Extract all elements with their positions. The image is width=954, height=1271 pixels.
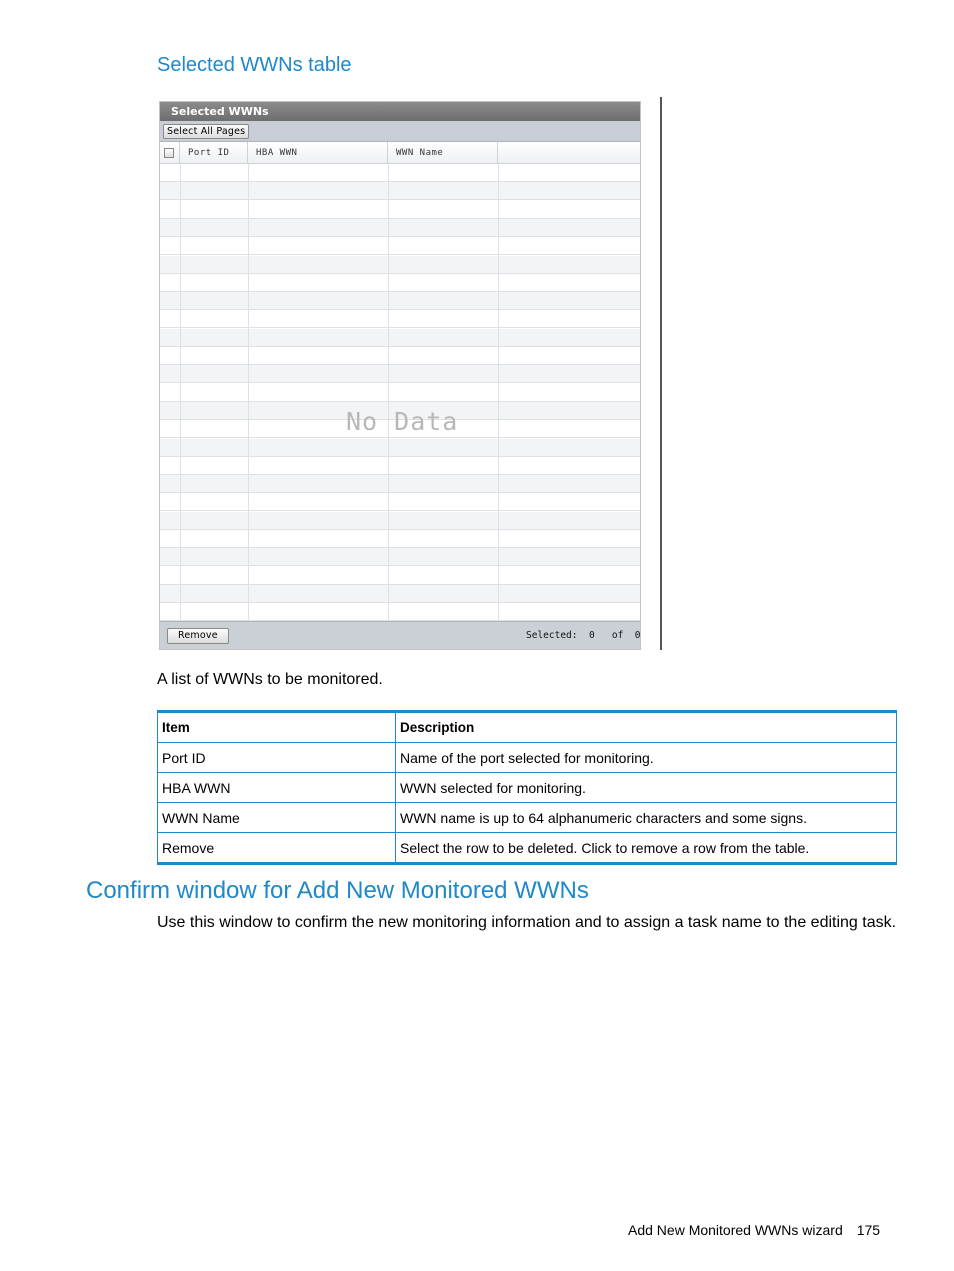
table-caption: A list of WWNs to be monitored. <box>157 671 383 688</box>
grid-row <box>160 475 640 493</box>
selection-counter <box>526 630 640 641</box>
header-item: Item <box>158 712 396 743</box>
grid-row <box>160 365 640 383</box>
grid-row <box>160 292 640 310</box>
panel-footer <box>160 621 640 649</box>
grid-divider <box>180 164 181 622</box>
grid-row <box>160 182 640 200</box>
grid-row <box>160 329 640 347</box>
remove-button[interactable]: Remove <box>167 628 229 644</box>
item-cell: WWN Name <box>158 803 396 833</box>
table-row <box>158 743 897 773</box>
column-filler <box>498 142 640 164</box>
grid-row <box>160 274 640 292</box>
section-heading: Confirm window for Add New Monitored WWNs <box>86 877 589 904</box>
no-data-message: No Data <box>346 407 459 436</box>
screenshot-edge-line <box>660 97 662 650</box>
selected-count: 0 <box>588 630 595 641</box>
header-description: Description <box>396 712 897 743</box>
panel-toolbar <box>160 121 640 142</box>
grid-divider <box>248 164 249 622</box>
page-footer <box>628 1222 880 1238</box>
section-body: Use this window to confirm the new monitoring information and to assign a task name to the editing task. <box>157 914 897 931</box>
of-label: of <box>611 630 624 641</box>
description-cell: WWN selected for monitoring. <box>396 773 897 803</box>
panel-title: Selected WWNs <box>160 102 640 121</box>
grid-divider <box>388 164 389 622</box>
table-row <box>158 803 897 833</box>
item-description-table <box>157 710 897 865</box>
wwn-grid <box>160 142 640 622</box>
grid-row <box>160 347 640 365</box>
grid-row <box>160 237 640 255</box>
grid-row <box>160 256 640 274</box>
grid-row <box>160 567 640 585</box>
grid-row <box>160 384 640 402</box>
select-all-checkbox-header <box>160 142 180 164</box>
description-cell: Name of the port selected for monitoring. <box>396 743 897 773</box>
grid-row <box>160 548 640 566</box>
grid-row <box>160 164 640 182</box>
column-wwn-name[interactable]: WWN Name <box>388 142 498 164</box>
selected-label: Selected: <box>526 630 578 641</box>
grid-row <box>160 512 640 530</box>
grid-row <box>160 439 640 457</box>
select-all-checkbox[interactable] <box>164 148 174 158</box>
footer-title: Add New Monitored WWNs wizard <box>628 1222 843 1238</box>
total-count: 0 <box>634 630 641 641</box>
grid-divider <box>498 164 499 622</box>
item-cell: Port ID <box>158 743 396 773</box>
grid-row <box>160 219 640 237</box>
description-cell: WWN name is up to 64 alphanumeric characters and some signs. <box>396 803 897 833</box>
item-cell: Remove <box>158 833 396 864</box>
selected-wwns-panel <box>159 101 641 650</box>
grid-row <box>160 310 640 328</box>
table-header-row <box>158 712 897 743</box>
page-number: 175 <box>856 1222 881 1238</box>
grid-row <box>160 530 640 548</box>
grid-row <box>160 493 640 511</box>
grid-row <box>160 457 640 475</box>
subheading: Selected WWNs table <box>157 54 352 76</box>
item-cell: HBA WWN <box>158 773 396 803</box>
select-all-pages-button[interactable]: Select All Pages <box>163 124 249 139</box>
description-cell: Select the row to be deleted. Click to remove a row from the table. <box>396 833 897 864</box>
column-hba-wwn[interactable]: HBA WWN <box>248 142 388 164</box>
column-port-id[interactable]: Port ID <box>180 142 248 164</box>
table-row <box>158 773 897 803</box>
grid-row <box>160 201 640 219</box>
grid-row <box>160 603 640 621</box>
table-row <box>158 833 897 864</box>
grid-row <box>160 585 640 603</box>
